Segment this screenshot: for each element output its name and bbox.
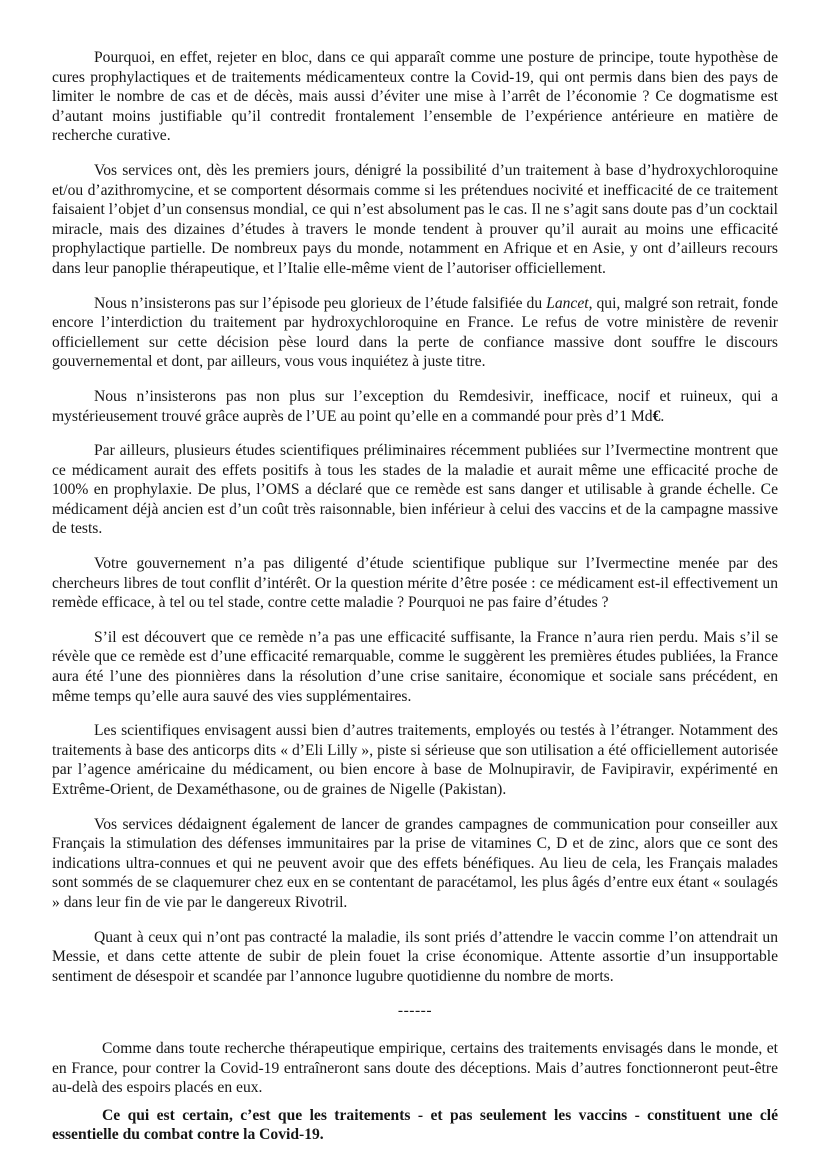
lancet-text-before: Nous n’insisterons pas sur l’épisode peu glorieux de l’étude falsifiée du (94, 294, 547, 312)
lancet-text-after: , qui, malgré son retrait, fonde encore l’interdiction du traitement par hydroxychloroquine en France. Le refus de votre ministère de revenir officiellement sur cette décision pèse lourd dans la perte de confiance massive dont souffre le discours gouvernemental et dont, par ailleurs, vous vous inquiétez à juste titre. (52, 294, 778, 371)
remdesivir-text-after: . (660, 407, 665, 425)
paragraph-other-treatments: Les scientifiques envisagent aussi bien d’autres traitements, employés ou testés à l’étranger. Notamment des traitements à base des anticorps dits « d’Eli Lilly », piste si sérieuse que son utilisation a été officiellement autorisée par l’agence américaine du médicament, ou bien encore à base de Molnupiravir, de Favipiravir, expérimenté en Extrême-Orient, de Dexaméthasone, ou de graines de Nigelle (Pakistan). (52, 722, 778, 798)
paragraph-ivermectine-outcome: S’il est découvert que ce remède n’a pas une efficacité suffisante, la France n’aura rien perdu. Mais s’il se révèle que ce remède est d’une efficacité remarquable, comme le suggèrent les premières études publiées, la France aura été l’une des pionnières dans la résolution d’une crise sanitaire, économique et sociale sans précédent, en même temps qu’elle aura sauvé des vies supplémentaires. (52, 628, 778, 705)
remdesivir-text-before: Nous n’insisterons pas non plus sur l’exception du Remdesivir, inefficace, nocif et ruineux, qui a mystérieusement trouvé grâce auprès de l’UE au point qu’elle en a commandé pour près d’1 Md (52, 387, 778, 425)
euro-symbol: € (652, 407, 661, 425)
document-page (52, 48, 778, 1160)
paragraph-remdesivir (52, 387, 778, 426)
paragraph-vitamins: Vos services dédaignent également de lancer de grandes campagnes de communication pour conseiller aux Français la stimulation des défenses immunitaires par la prise de vitamines C, D et de zinc, alors que ce sont des indications ultra-connues et qui ne peuvent avoir que des effets bénéfiques. Au lieu de cela, les Français malades sont sommés de se claquemurer chez eux en se contentant de paracétamol, les plus âgés d’entre eux étant « soulagés » dans leur fin de vie par le dangereux Rivotril. (52, 815, 778, 911)
paragraph-conclusion: Comme dans toute recherche thérapeutique empirique, certains des traitements envisagés dans le monde, et en France, pour contrer la Covid-19 entraîneront sans doute des déceptions. Mais d’autres fonctionneront peut-être au-delà des espoirs placés en eux. (52, 1039, 778, 1097)
section-separator: ------ (397, 1002, 433, 1020)
paragraph-vaccine-wait: Quant à ceux qui n’ont pas contracté la maladie, ils sont priés d’attendre le vaccin comme l’on attendrait un Messie, et dans cette attente de subir de plein fouet la crise économique. Attente assortie d’un insupportable sentiment de désespoir et scandée par l’annonce lugubre quotidienne du nombre de morts. (52, 928, 778, 985)
paragraph-dogmatism: Pourquoi, en effet, rejeter en bloc, dans ce qui apparaît comme une posture de principe, toute hypothèse de cures prophylactiques et de traitements médicamenteux contre la Covid-19, qui ont permis dans bien des pays de limiter le nombre de cas et de décès, mais aussi d’éviter une mise à l’arrêt de l’économie ? Ce dogmatisme est d’autant moins justifiable qu’il contredit frontalement l’ensemble de l’expérience antérieure en matière de recherche curative. (52, 49, 778, 145)
paragraph-ivermectine-studies: Par ailleurs, plusieurs études scientifiques préliminaires récemment publiées sur l’Ivermectine montrent que ce médicament aurait des effets positifs à tous les stades de la maladie et aurait même une efficacité proche de 100% en prophylaxie. De plus, l’OMS a déclaré que ce remède est sans danger et utilisable à grande échelle. Ce médicament déjà ancien est d’un coût très raisonnable, bien inférieur à celui des vaccins et de la campagne massive de tests. (52, 442, 778, 538)
paragraph-ivermectine-question: Votre gouvernement n’a pas diligenté d’étude scientifique publique sur l’Ivermectine menée par des chercheurs libres de tout conflit d’intérêt. Or la question mérite d’être posée : ce médicament est-il effectivement un remède efficace, à tel ou tel stade, contre cette maladie ? Pourquoi ne pas faire d’études ? (52, 555, 778, 612)
paragraph-hydroxychloroquine: Vos services ont, dès les premiers jours, dénigré la possibilité d’un traitement à base d’hydroxychloroquine et/ou d’azithromycine, et se comportent désormais comme si les prétendues nocivité et inefficacité de ce traitement faisaient l’objet d’un consensus mondial, ce qui n’est absolument pas le cas. Il ne s’agit sans doute pas d’un cocktail miracle, mais des dizaines d’études à travers le monde tendent à prouver qu’il aurait au moins une efficacité prophylactique partielle. De nombreux pays du monde, notamment en Afrique et en Asie, y ont d’ailleurs recours dans leur panoplie thérapeutique, et l’Italie elle-même vient de l’autoriser officiellement. (52, 161, 778, 277)
paragraph-lancet (52, 294, 778, 372)
lancet-italic-title: Lancet (546, 294, 589, 312)
final-statement: Ce qui est certain, c’est que les traitements - et pas seulement les vaccins - constituent une clé essentielle du combat contre la Covid-19. (52, 1106, 778, 1144)
